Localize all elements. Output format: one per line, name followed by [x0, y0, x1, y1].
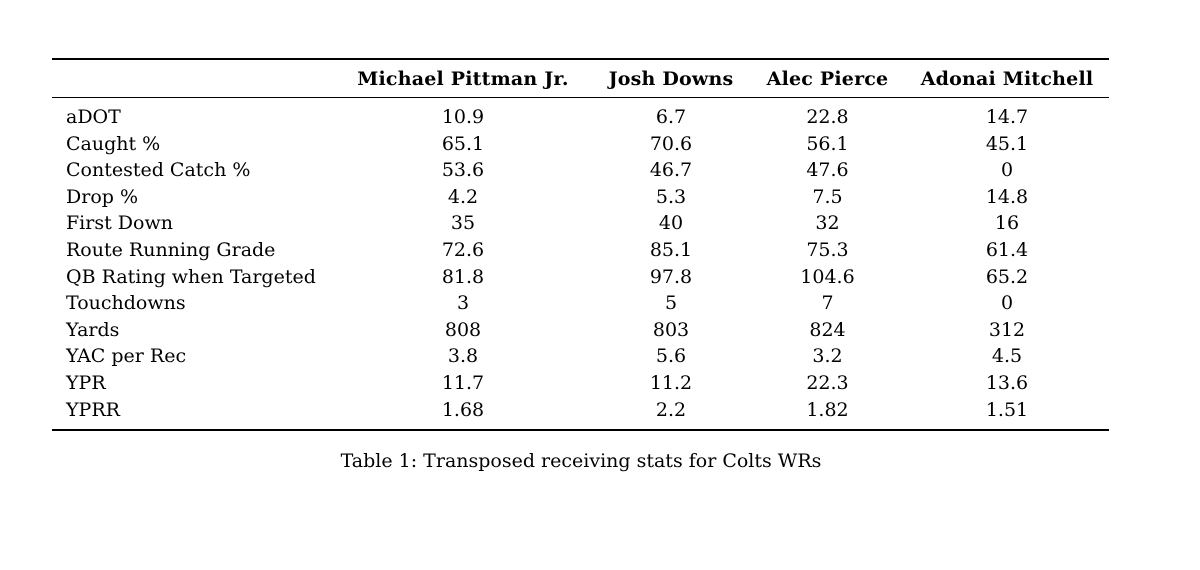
table-cell: 5.6: [655, 345, 687, 368]
row-label: Yards: [66, 318, 120, 341]
row-label: Route Running Grade: [66, 238, 276, 261]
header-cell-pierce: Alec Pierce: [766, 67, 889, 90]
table-row: [52, 157, 1109, 184]
table-cell: 803: [652, 318, 690, 341]
table-cell: 22.8: [806, 106, 849, 128]
table-row: [52, 184, 1109, 211]
header-cell-blank: [52, 59, 334, 98]
table-cell: 11.7: [441, 371, 485, 394]
table-cell: 6.7: [655, 106, 687, 128]
table-row: [52, 98, 1109, 131]
receiving-stats-table: [52, 58, 1109, 431]
table-row: [52, 237, 1109, 264]
table-cell: 3.8: [447, 345, 479, 368]
table-cell: 104.6: [800, 265, 855, 288]
table-cell: 5: [664, 292, 678, 315]
row-label: Touchdowns: [66, 292, 186, 315]
table-cell: 7: [821, 292, 834, 315]
table-cell: 85.1: [649, 238, 693, 261]
row-label: YAC per Rec: [66, 345, 187, 368]
header-cell-pittman: Michael Pittman Jr.: [357, 67, 569, 90]
table-row: [52, 370, 1109, 397]
table-cell: 808: [444, 318, 482, 341]
table-cell: 1.51: [985, 398, 1029, 421]
stats-table-container: [52, 58, 1109, 431]
table-cell: 70.6: [649, 132, 693, 155]
table-cell: 0: [1000, 159, 1014, 182]
row-label: Drop %: [66, 185, 139, 208]
table-cell: 3.2: [812, 345, 843, 368]
table-row: [52, 210, 1109, 237]
table-cell: 824: [809, 318, 846, 341]
table-cell: 1.68: [441, 398, 485, 421]
row-label: QB Rating when Targeted: [66, 265, 316, 288]
table-cell: 65.1: [441, 132, 485, 155]
table-cell: 61.4: [985, 238, 1029, 261]
table-cell: 65.2: [985, 265, 1029, 288]
table-cell: 22.3: [806, 371, 849, 394]
table-cell: 0: [1000, 292, 1014, 315]
table-cell: 45.1: [985, 132, 1029, 155]
table-cell: 56.1: [806, 132, 849, 155]
row-label: aDOT: [66, 106, 121, 128]
row-label: YPR: [66, 371, 106, 394]
table-cell: 35: [450, 212, 476, 235]
table-cell: 312: [988, 318, 1026, 341]
table-cell: 32: [815, 212, 840, 235]
row-label: YPRR: [66, 398, 120, 421]
table-row: [52, 343, 1109, 370]
table-cell: 75.3: [806, 238, 849, 261]
table-cell: 46.7: [649, 159, 693, 182]
table-row: [52, 317, 1109, 344]
table-body: [52, 98, 1109, 431]
table-cell: 72.6: [441, 238, 485, 261]
table-row: [52, 264, 1109, 291]
table-cell: 53.6: [441, 159, 485, 182]
table-row: [52, 290, 1109, 317]
table-cell: 4.2: [447, 185, 479, 208]
table-cell: 14.7: [985, 106, 1029, 128]
table-row: [52, 397, 1109, 431]
table-cell: 10.9: [441, 106, 485, 128]
table-cell: 5.3: [655, 185, 687, 208]
table-cell: 16: [994, 212, 1020, 235]
header-cell-mitchell: Adonai Mitchell: [920, 67, 1094, 90]
table-caption: Table 1: Transposed receiving stats for Colts WRs: [340, 450, 822, 472]
table-row: [52, 131, 1109, 158]
table-cell: 13.6: [985, 371, 1029, 394]
row-label: Contested Catch %: [66, 159, 251, 182]
row-label: First Down: [66, 212, 173, 235]
table-cell: 4.5: [991, 345, 1023, 368]
table-cell: 14.8: [985, 185, 1029, 208]
table-cell: 97.8: [649, 265, 693, 288]
row-label: Caught %: [66, 132, 161, 155]
table-cell: 11.2: [649, 371, 693, 394]
table-cell: 1.82: [806, 398, 849, 421]
header-cell-downs: Josh Downs: [608, 67, 734, 90]
table-cell: 3: [456, 292, 470, 315]
table-header-row: [52, 59, 1109, 98]
table-cell: 81.8: [441, 265, 485, 288]
table-cell: 2.2: [655, 398, 687, 421]
table-cell: 47.6: [806, 159, 849, 182]
table-cell: 7.5: [812, 185, 843, 208]
table-cell: 40: [658, 212, 684, 235]
